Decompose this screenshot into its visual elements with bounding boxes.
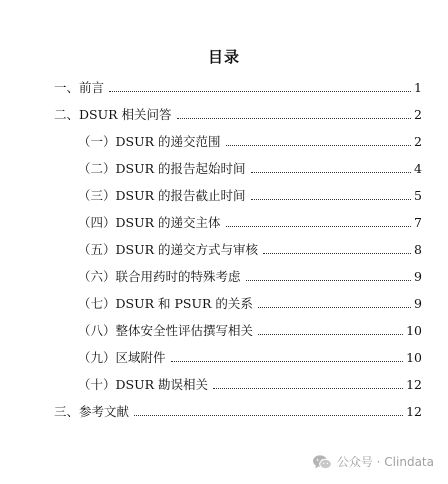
- toc-entry-label: 三、参考文献: [54, 404, 130, 419]
- toc-entry-page: 5: [414, 188, 422, 203]
- toc-entry-label: （七）DSUR 和 PSUR 的关系: [78, 296, 253, 311]
- toc-entry-dsur-errata: [78, 373, 422, 393]
- toc-entry-page: 1: [414, 80, 422, 95]
- toc-entry-page: 10: [406, 350, 422, 365]
- dot-leader: [226, 145, 412, 146]
- toc-entry-page: 12: [406, 377, 422, 392]
- toc-entry-label: （六）联合用药时的特殊考虑: [78, 269, 241, 284]
- toc-entry-combination-therapy: [78, 265, 422, 285]
- toc-entry-label: （四）DSUR 的递交主体: [78, 215, 221, 230]
- dot-leader: [109, 91, 411, 92]
- toc-entry-label: （一）DSUR 的递交范围: [78, 134, 221, 149]
- toc-entry-label: （十）DSUR 勘误相关: [78, 377, 209, 392]
- toc-entry-page: 4: [414, 161, 422, 176]
- toc-entry-foreword: [54, 76, 422, 96]
- toc-entry-submission-scope: [78, 130, 422, 150]
- dot-leader: [246, 280, 412, 281]
- dot-leader: [263, 253, 411, 254]
- toc-entry-label: 一、前言: [54, 80, 105, 95]
- watermark: [312, 453, 434, 470]
- toc-entry-dsur-psur: [78, 292, 422, 312]
- toc-entry-label: （五）DSUR 的递交方式与审核: [78, 242, 259, 257]
- toc-entry-page: 7: [414, 215, 422, 230]
- dot-leader: [171, 361, 404, 362]
- toc-entry-submitting-party: [78, 211, 422, 231]
- toc-title: 目录: [207, 48, 240, 66]
- dot-leader: [258, 307, 411, 308]
- dot-leader: [251, 172, 412, 173]
- toc-entry-label: （三）DSUR 的报告截止时间: [78, 188, 246, 203]
- toc-entry-label: 二、DSUR 相关问答: [54, 107, 172, 122]
- toc-entry-dsur-qa: [54, 103, 422, 123]
- toc-entry-page: 10: [406, 323, 422, 338]
- toc-entry-page: 9: [414, 296, 422, 311]
- toc-entry-page: 12: [406, 404, 422, 419]
- toc-entry-report-start: [78, 157, 422, 177]
- wechat-icon: [312, 454, 332, 470]
- toc-entry-label: （八）整体安全性评估撰写相关: [78, 323, 254, 338]
- toc-entry-report-cutoff: [78, 184, 422, 204]
- dot-leader: [134, 415, 403, 416]
- dot-leader: [258, 334, 403, 335]
- watermark-text: 公众号 · Clindata: [336, 455, 434, 469]
- toc-entry-safety-evaluation: [78, 319, 422, 339]
- dot-leader: [177, 118, 412, 119]
- toc-entry-submission-review: [78, 238, 422, 258]
- toc-entry-page: 8: [414, 242, 422, 257]
- dot-leader: [226, 226, 412, 227]
- dot-leader: [251, 199, 412, 200]
- toc-entry-page: 2: [414, 107, 422, 122]
- toc-entry-page: 2: [414, 134, 422, 149]
- toc-entry-references: [54, 400, 422, 420]
- dot-leader: [213, 388, 403, 389]
- toc-entry-regional-appendix: [78, 346, 422, 366]
- toc-entry-page: 9: [414, 269, 422, 284]
- toc-entry-label: （九）区域附件: [78, 350, 166, 365]
- toc-entry-label: （二）DSUR 的报告起始时间: [78, 161, 246, 176]
